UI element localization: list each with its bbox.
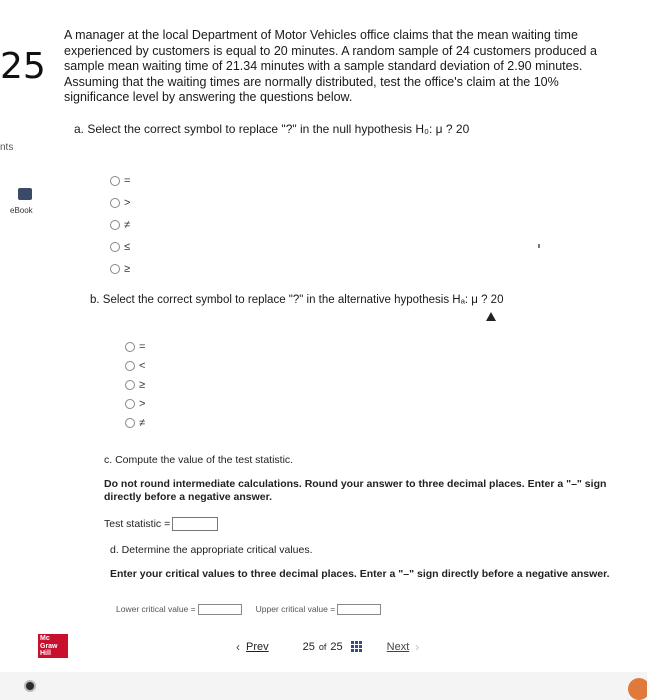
prev-button[interactable]: [236, 640, 269, 654]
radio-circle-icon[interactable]: [125, 342, 135, 352]
question-number: 25: [0, 46, 46, 87]
radio-circle-icon[interactable]: [125, 418, 135, 428]
status-dot-icon: [24, 680, 36, 692]
chevron-right-icon: ›: [415, 640, 420, 654]
option-label: ≠: [139, 416, 146, 429]
radio-circle-icon[interactable]: [110, 242, 120, 252]
radio-option[interactable]: [110, 170, 130, 192]
option-label: <: [139, 359, 146, 372]
next-label: Next: [386, 641, 410, 653]
part-a-options: [110, 170, 130, 280]
radio-circle-icon[interactable]: [110, 198, 120, 208]
option-label: =: [139, 340, 146, 353]
part-d-prompt: d. Determine the appropriate critical values.: [110, 544, 313, 556]
critical-values-row: [116, 603, 395, 615]
option-label: ≥: [124, 263, 131, 275]
radio-option[interactable]: [125, 337, 145, 356]
prev-label: Prev: [246, 641, 269, 653]
radio-option[interactable]: [125, 356, 145, 375]
lower-critical-input[interactable]: [198, 604, 242, 615]
radio-circle-icon[interactable]: [110, 176, 120, 186]
page-of: of: [318, 642, 327, 652]
upper-critical-input[interactable]: [337, 604, 381, 615]
radio-circle-icon[interactable]: [125, 361, 135, 371]
test-statistic-label: Test statistic =: [104, 518, 171, 530]
option-label: ≥: [139, 378, 146, 391]
option-label: ≤: [124, 241, 131, 253]
test-statistic-row: [104, 517, 614, 531]
grid-icon[interactable]: [351, 641, 363, 653]
radio-option[interactable]: [110, 236, 130, 258]
points-label: nts: [0, 142, 14, 153]
radio-option[interactable]: [110, 192, 130, 214]
part-c-prompt: c. Compute the value of the test statistic.: [104, 454, 294, 466]
chevron-left-icon: ‹: [236, 640, 240, 654]
mcgraw-hill-logo: Mc Graw Hill: [38, 634, 68, 658]
cursor-icon: [486, 312, 496, 321]
radio-option[interactable]: [110, 214, 130, 236]
page-current: 25: [302, 641, 315, 653]
upper-critical-label: Upper critical value =: [255, 604, 336, 614]
option-label: ≠: [124, 219, 131, 231]
ebook-label[interactable]: eBook: [10, 206, 33, 215]
pagination-nav: [236, 640, 419, 654]
part-c-instruction: Do not round intermediate calculations. Round your answer to three decimal places. Enter a "–" sign directly before a negative answer.: [104, 478, 607, 503]
radio-option[interactable]: [125, 413, 145, 432]
part-b-options: [125, 337, 145, 432]
ebook-icon[interactable]: [18, 188, 32, 200]
option-label: >: [124, 197, 131, 209]
radio-circle-icon[interactable]: [125, 399, 135, 409]
part-a-prompt: a. Select the correct symbol to replace "?" in the null hypothesis H₀: μ ? 20: [74, 122, 470, 136]
next-button[interactable]: [387, 640, 420, 654]
part-b-prompt: b. Select the correct symbol to replace "?" in the alternative hypothesis Hₐ: μ ? 20: [90, 294, 504, 306]
radio-circle-icon[interactable]: [125, 380, 135, 390]
radio-option[interactable]: [125, 375, 145, 394]
part-c: [104, 454, 614, 531]
corner-badge-icon: [628, 678, 647, 700]
option-label: >: [139, 397, 146, 410]
radio-option[interactable]: [125, 394, 145, 413]
lower-critical-label: Lower critical value =: [116, 604, 196, 614]
page-total: 25: [330, 641, 343, 653]
radio-circle-icon[interactable]: [110, 264, 120, 274]
scroll-mark: [538, 244, 540, 248]
bottom-bar: [0, 672, 647, 700]
part-d: [110, 544, 610, 581]
radio-option[interactable]: [110, 258, 130, 280]
radio-circle-icon[interactable]: [110, 220, 120, 230]
part-d-instruction: Enter your critical values to three decimal places. Enter a "–" sign directly before a negative answer.: [110, 568, 610, 580]
problem-statement: A manager at the local Department of Motor Vehicles office claims that the mean waiting time experienced by customers is equal to 20 minutes. A random sample of 24 customers produced a sample mean waiting time of 21.34 minutes with a sample standard deviation of 2.90 minutes. Assuming that the waiting times are normally distributed, test the office's claim at the 10% significance level by answering the questions below.: [64, 28, 597, 104]
option-label: =: [124, 175, 131, 187]
test-statistic-input[interactable]: [172, 517, 218, 531]
